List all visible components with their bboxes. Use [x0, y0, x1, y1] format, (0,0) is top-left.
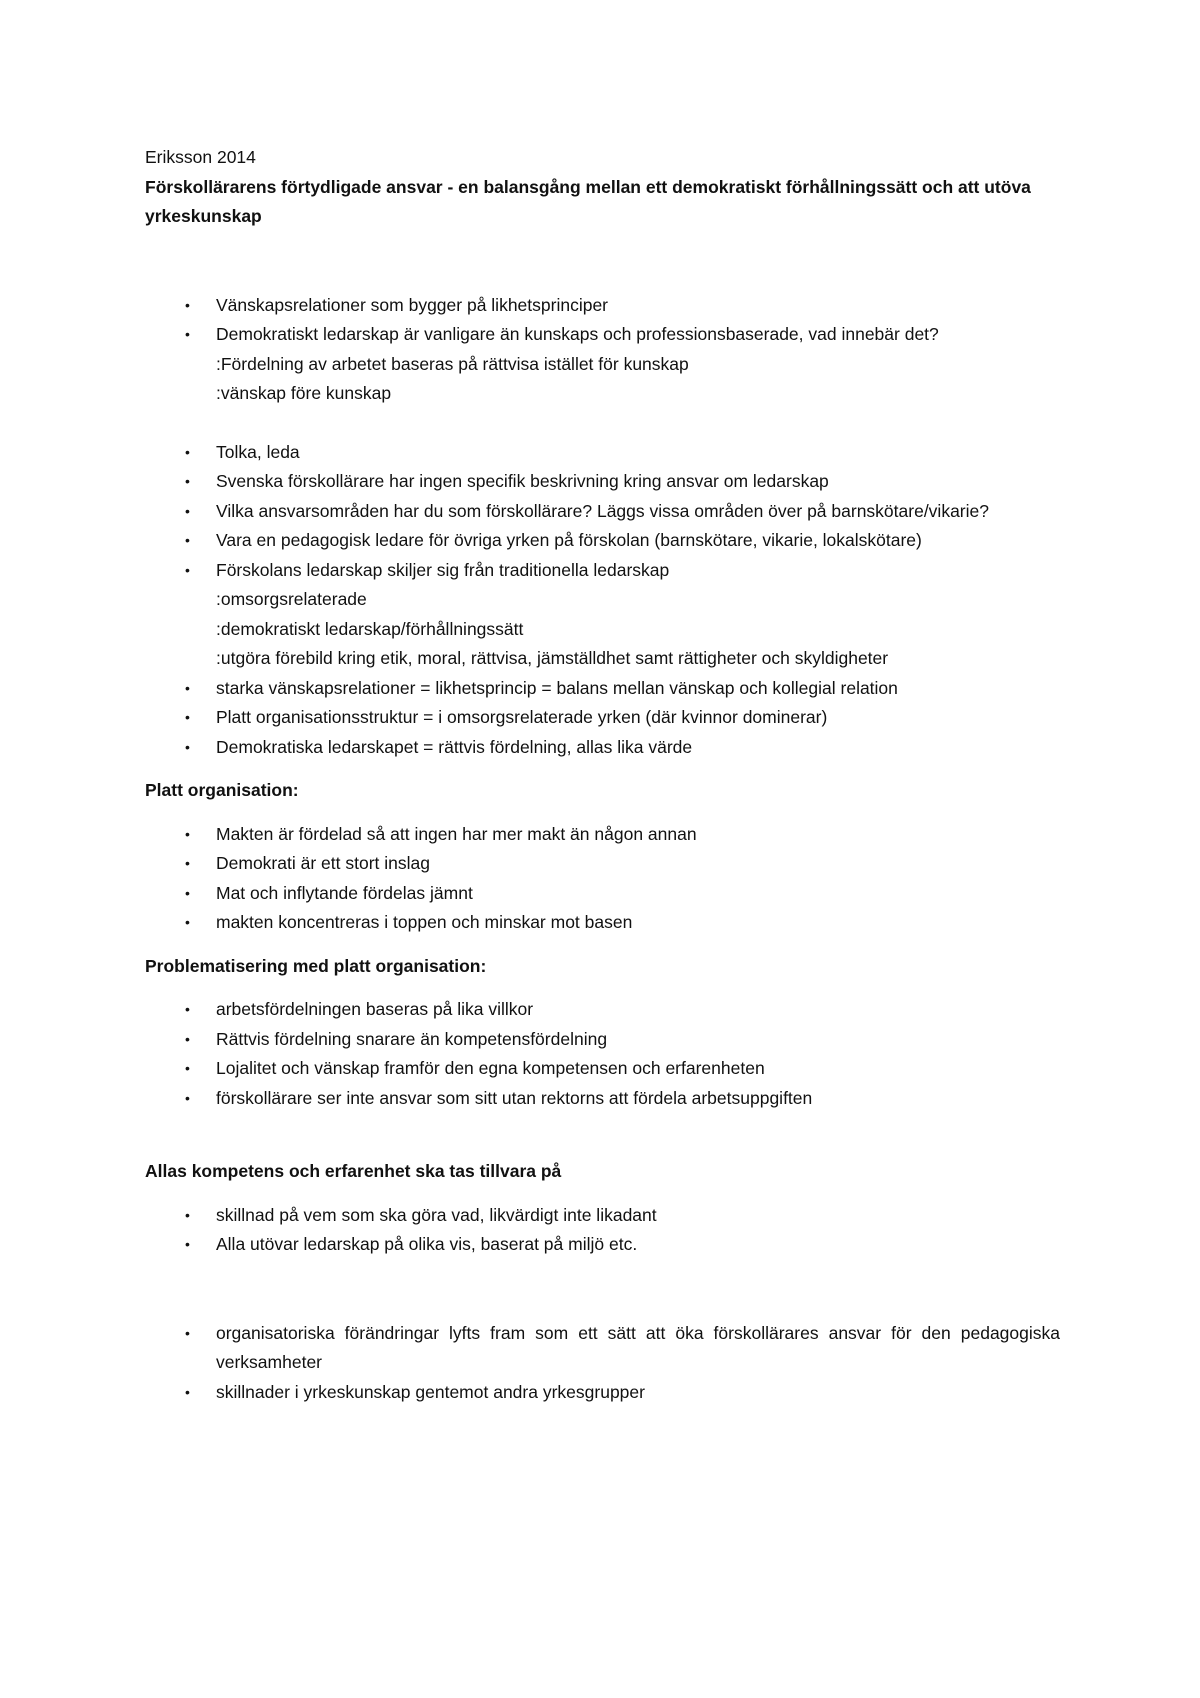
list-item-text: Tolka, leda	[216, 441, 300, 462]
bullet-icon: •	[185, 1383, 190, 1400]
bullet-icon: •	[185, 1206, 190, 1223]
bullet-icon: •	[185, 1030, 190, 1047]
list-item-subline: :Fördelning av arbetet baseras på rättvisa istället för kunskap	[216, 353, 689, 374]
list-item	[185, 908, 1060, 938]
list-item	[185, 820, 1060, 850]
bullet-icon: •	[185, 296, 190, 313]
section-heading: Problematisering med platt organisation:	[145, 955, 487, 976]
list-item-subline: :vänskap före kunskap	[216, 383, 392, 403]
bullet-icon: •	[185, 738, 190, 755]
list-item-text: Alla utövar ledarskap på olika vis, baserat på miljö etc.	[216, 1234, 638, 1254]
list-item-text: starka vänskapsrelationer = likhetsprincip = balans mellan vänskap och kollegial relation	[216, 677, 898, 698]
list-item	[185, 438, 1060, 468]
list-item	[185, 1084, 1060, 1114]
spacer	[145, 981, 1060, 995]
list-item-text: skillnad på vem som ska göra vad, likvärdigt inte likadant	[216, 1204, 657, 1225]
document-title: Förskollärarens förtydligade ansvar - en balansgång mellan ett demokratiskt förhållningssätt och att utöva yrkeskunskap	[145, 176, 1031, 226]
list-item-text: Vilka ansvarsområden har du som förskollärare? Läggs vissa områden över på barnskötare/vikarie?	[216, 500, 989, 521]
bullet-list	[145, 995, 1060, 1113]
bullet-icon: •	[185, 1001, 190, 1017]
list-item-text: Demokratiskt ledarskap är vanligare än kunskaps och professionsbaserade, vad innebär det?	[216, 324, 939, 344]
bullet-icon: •	[185, 443, 190, 460]
bullet-icon: •	[185, 1236, 190, 1252]
section-heading: Allas kompetens och erfarenhet ska tas tillvara på	[145, 1161, 562, 1181]
list-item	[185, 467, 1060, 497]
list-item	[185, 291, 1060, 321]
list-item-subline: :demokratiskt ledarskap/förhållningssätt	[216, 618, 524, 639]
spacer	[145, 762, 1060, 776]
spacer	[145, 1260, 1060, 1319]
bullet-icon: •	[185, 709, 190, 725]
bullet-icon: •	[185, 532, 190, 548]
bullet-list	[145, 438, 1060, 763]
list-item	[185, 1054, 1060, 1084]
list-item	[185, 320, 1060, 409]
author-line: Eriksson 2014	[145, 147, 256, 167]
list-item-text: Vänskapsrelationer som bygger på likhetsprinciper	[216, 294, 609, 315]
bullet-icon: •	[185, 502, 190, 519]
list-item	[185, 1378, 1060, 1408]
list-item-text: Svenska förskollärare har ingen specifik beskrivning kring ansvar om ledarskap	[216, 471, 829, 491]
bullet-list	[145, 1201, 1060, 1260]
list-item	[185, 1201, 1060, 1231]
list-item-text: Vara en pedagogisk ledare för övriga yrken på förskolan (barnskötare, vikarie, lokalskötare)	[216, 530, 922, 550]
spacer	[145, 409, 1060, 438]
list-item	[185, 674, 1060, 704]
spacer	[145, 1187, 1060, 1201]
list-item	[185, 526, 1060, 556]
list-item-text: makten koncentreras i toppen och minskar mot basen	[216, 912, 633, 932]
bullet-list	[145, 1319, 1060, 1408]
bullet-icon: •	[185, 679, 190, 696]
bullet-icon: •	[185, 561, 190, 578]
list-item-text: skillnader i yrkeskunskap gentemot andra yrkesgrupper	[216, 1381, 645, 1402]
list-item-text: Mat och inflytande fördelas jämnt	[216, 882, 473, 903]
list-item-text: Rättvis fördelning snarare än kompetensfördelning	[216, 1028, 608, 1049]
list-item	[185, 1025, 1060, 1055]
bullet-list	[145, 291, 1060, 409]
list-item-subline: :omsorgsrelaterade	[216, 589, 367, 609]
list-item	[185, 703, 1060, 733]
list-item	[185, 733, 1060, 763]
list-item-text: Platt organisationsstruktur = i omsorgsrelaterade yrken (där kvinnor dominerar)	[216, 707, 828, 727]
list-item	[185, 849, 1060, 879]
list-item-text: Demokratiska ledarskapet = rättvis fördelning, allas lika värde	[216, 736, 693, 757]
list-item	[185, 556, 1060, 674]
bullet-icon: •	[185, 855, 190, 871]
list-item	[185, 1230, 1060, 1260]
document-page	[145, 143, 1060, 1407]
list-item-text: Lojalitet och vänskap framför den egna kompetensen och erfarenheten	[216, 1058, 765, 1078]
bullet-icon: •	[185, 473, 190, 489]
bullet-list	[145, 820, 1060, 938]
list-item	[185, 1319, 1060, 1378]
bullet-icon: •	[185, 1089, 190, 1106]
list-item-subline: :utgöra förebild kring etik, moral, rättvisa, jämställdhet samt rättigheter och skyldigheter	[216, 648, 889, 668]
spacer	[145, 1113, 1060, 1157]
spacer	[145, 938, 1060, 952]
list-item	[185, 497, 1060, 527]
spacer	[145, 806, 1060, 820]
bullet-icon: •	[185, 1060, 190, 1076]
section-heading: Platt organisation:	[145, 780, 299, 800]
bullet-icon: •	[185, 884, 190, 901]
list-item-text: Demokrati är ett stort inslag	[216, 853, 430, 873]
bullet-icon: •	[185, 914, 190, 930]
list-item-text: Förskolans ledarskap skiljer sig från traditionella ledarskap	[216, 559, 670, 580]
list-item-text: arbetsfördelningen baseras på lika villkor	[216, 999, 534, 1019]
bullet-icon: •	[185, 326, 190, 342]
list-item	[185, 995, 1060, 1025]
bullet-icon: •	[185, 1324, 190, 1341]
list-item-text: Makten är fördelad så att ingen har mer makt än någon annan	[216, 823, 697, 844]
spacer	[145, 232, 1060, 291]
list-item-text: organisatoriska förändringar lyfts fram som ett sätt att öka förskollärares ansvar för den pedagogiska verksamheter	[216, 1322, 1060, 1372]
list-item-text: förskollärare ser inte ansvar som sitt utan rektorns att fördela arbetsuppgiften	[216, 1087, 813, 1108]
list-item	[185, 879, 1060, 909]
bullet-icon: •	[185, 825, 190, 842]
